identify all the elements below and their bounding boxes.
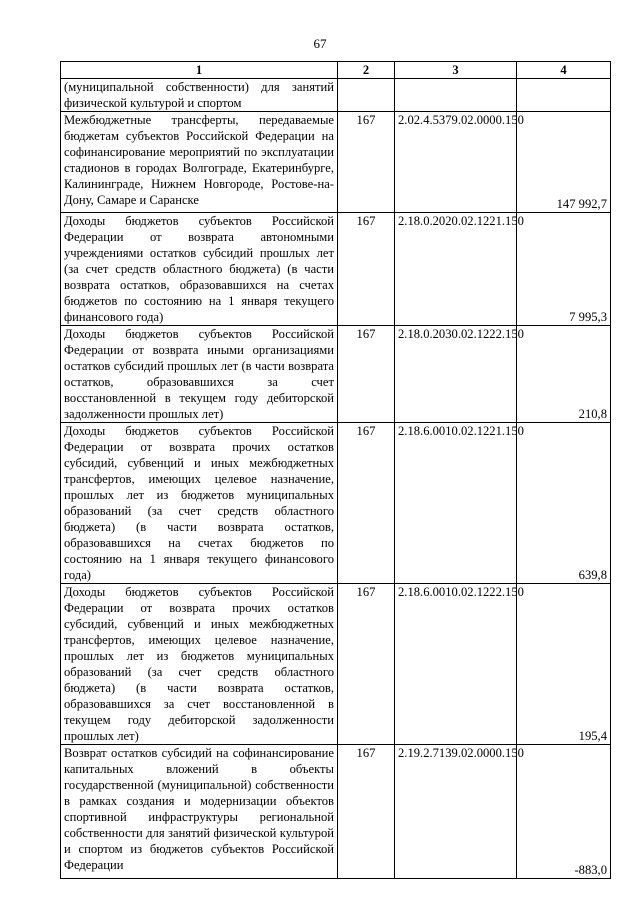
row-description: Доходы бюджетов субъектов Российской Федерации от возврата иными организациями остатков субсидий прошлых лет (в части возврата остатков, образовавшихся за счет восстановленной в текущем году дебиторской задолженности прошлых лет): [61, 326, 338, 423]
row-admin-code: 167: [338, 745, 395, 879]
row-admin-code: 167: [338, 326, 395, 423]
row-admin-code: 167: [338, 213, 395, 326]
row-amount: 7 995,3: [517, 213, 611, 326]
row-description: Межбюджетные трансферты, передаваемые бюджетам субъектов Российской Федерации на софинансирование мероприятий по эксплуатации стадионов в городах Волгограде, Екатеринбурге, Калининграде, Нижнем Новгороде, Ростове-на-Дону, Самаре и Саранске: [61, 112, 338, 213]
table-header-row: [61, 62, 611, 79]
row-amount: -883,0: [517, 745, 611, 879]
row-amount: 210,8: [517, 326, 611, 423]
table-row: [61, 79, 611, 112]
row-budget-code: 2.19.2.7139.02.0000.150: [395, 745, 517, 879]
row-admin-code: 167: [338, 112, 395, 213]
header-col-1: 1: [61, 62, 338, 79]
row-budget-code: 2.18.6.0010.02.1221.150: [395, 423, 517, 584]
row-description: Доходы бюджетов субъектов Российской Федерации от возврата прочих остатков субсидий, субвенций и иных межбюджетных трансфертов, имеющих целевое назначение, прошлых лет из бюджетов муниципальных образований (за счет средств областного бюджета) (в части возврата остатков, образовавшихся за счет восстановленной в текущем году дебиторской задолженности прошлых лет): [61, 584, 338, 745]
row-amount: 195,4: [517, 584, 611, 745]
row-budget-code: 2.18.6.0010.02.1222.150: [395, 584, 517, 745]
header-col-4: 4: [517, 62, 611, 79]
row-amount: 639,8: [517, 423, 611, 584]
row-amount: [517, 79, 611, 112]
table-row: [61, 112, 611, 213]
table-row: [61, 326, 611, 423]
row-budget-code: [395, 79, 517, 112]
row-budget-code: 2.18.0.2020.02.1221.150: [395, 213, 517, 326]
page-number: 67: [313, 36, 327, 51]
table-row: [61, 423, 611, 584]
budget-table: [60, 61, 611, 879]
row-admin-code: [338, 79, 395, 112]
table-row: [61, 213, 611, 326]
table-row: [61, 745, 611, 879]
table-row: [61, 584, 611, 745]
row-description: Возврат остатков субсидий на софинансирование капитальных вложений в объекты государственной (муниципальной) собственности в рамках создания и модернизации объектов спортивной инфраструктуры региональной собственности для занятий физической культурой и спортом из бюджетов субъектов Российской Федерации: [61, 745, 338, 879]
row-budget-code: 2.18.0.2030.02.1222.150: [395, 326, 517, 423]
row-description: (муниципальной собственности) для занятий физической культурой и спортом: [61, 79, 338, 112]
row-description: Доходы бюджетов субъектов Российской Федерации от возврата автономными учреждениями остатков субсидий прошлых лет (за счет средств областного бюджета) (в части возврата остатков, образовавшихся на счетах бюджетов по состоянию на 1 января текущего финансового года): [61, 213, 338, 326]
row-amount: 147 992,7: [517, 112, 611, 213]
row-budget-code: 2.02.4.5379.02.0000.150: [395, 112, 517, 213]
header-col-3: 3: [395, 62, 517, 79]
row-description: Доходы бюджетов субъектов Российской Федерации от возврата прочих остатков субсидий, субвенций и иных межбюджетных трансфертов, имеющих целевое назначение, прошлых лет из бюджетов муниципальных образований (за счет средств областного бюджета) (в части возврата остатков, образовавшихся на счетах бюджетов по состоянию на 1 января текущего финансового года): [61, 423, 338, 584]
header-col-2: 2: [338, 62, 395, 79]
row-admin-code: 167: [338, 423, 395, 584]
row-admin-code: 167: [338, 584, 395, 745]
